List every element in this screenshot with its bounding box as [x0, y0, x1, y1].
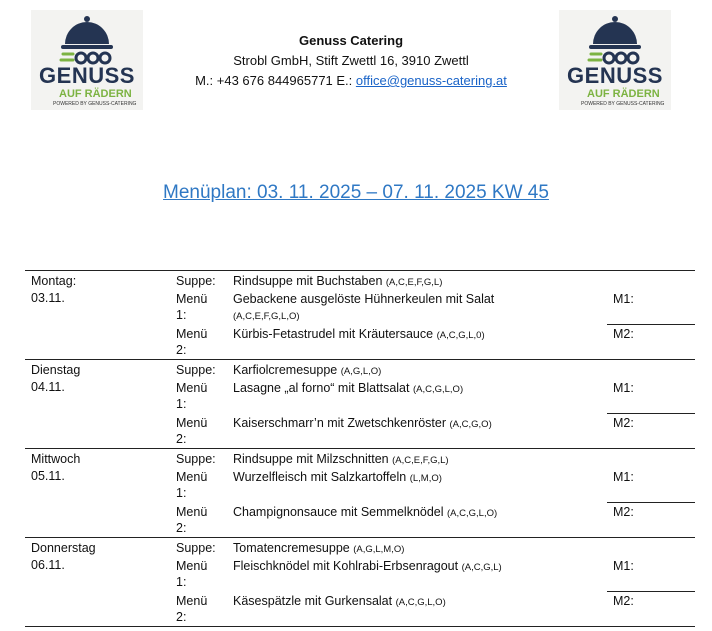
allergens: (L,M,O)	[409, 473, 442, 484]
soup-dish	[233, 273, 442, 291]
dish-name: Fleischknödel mit Kohlrabi-Erbsenragout	[233, 559, 459, 573]
soup-dish	[233, 451, 449, 469]
cloche-icon	[585, 14, 645, 66]
allergens: (A,C,G,L,O)	[395, 597, 446, 608]
dish-name: Tomatencremesuppe	[233, 541, 350, 555]
allergens: (A,C,E,F,G,L)	[392, 455, 449, 466]
logo-brand: GENUSS	[39, 63, 135, 88]
dish-name: Rindsuppe mit Milzschnitten	[233, 452, 389, 466]
order-rule	[607, 324, 695, 325]
allergens: (A,C,G,L,O)	[412, 384, 464, 395]
menu1-label: Menü	[176, 470, 208, 484]
logo-subtitle: AUF RÄDERN	[587, 88, 660, 100]
table-rule	[25, 359, 695, 360]
allergens: (A,G,L,O)	[340, 366, 382, 377]
menu2-label: Menü	[176, 416, 208, 430]
allergens: (A,C,G,L)	[461, 562, 502, 573]
dish-name: Kaiserschmarr’n mit Zwetschkenröster	[233, 416, 447, 430]
dish-name: Wurzelfleisch mit Salzkartoffeln	[233, 470, 407, 484]
dish-name: Champignonsauce mit Semmelknödel	[233, 505, 444, 519]
day-date: 06.11.	[31, 558, 65, 572]
menu2-dish	[233, 415, 492, 433]
logo-tagline: POWERED BY GENUSS-CATERING	[581, 101, 665, 107]
order-rule	[607, 502, 695, 503]
menu1-number: 1:	[176, 397, 187, 411]
company-header	[150, 31, 552, 91]
table-rule	[25, 626, 695, 627]
allergens: (A,C,G,L,0)	[436, 330, 485, 341]
menu1-dish	[233, 291, 603, 325]
allergens: (A,C,E,F,G,L)	[385, 277, 443, 288]
menu2-label: Menü	[176, 594, 208, 608]
menu1-label: Menü	[176, 559, 208, 573]
company-contact	[150, 71, 552, 91]
day-date: 05.11.	[31, 469, 65, 483]
logo-subtitle: AUF RÄDERN	[59, 88, 132, 100]
logo-tagline: POWERED BY GENUSS-CATERING	[53, 101, 137, 107]
company-name: Genuss Catering	[298, 33, 404, 48]
menu2-label: Menü	[176, 505, 208, 519]
table-rule	[25, 537, 695, 538]
menu1-number: 1:	[176, 486, 187, 500]
contact-phone: M.: +43 676 844965771 E.:	[195, 73, 356, 88]
dish-name: Karfiolcremesuppe	[233, 363, 338, 377]
menu2-label: Menü	[176, 327, 208, 341]
m1-order-field: M1:	[613, 559, 634, 573]
m1-order-field: M1:	[613, 292, 634, 306]
menu1-label: Menü	[176, 292, 208, 306]
dish-name: Lasagne „al forno“ mit Blattsalat	[233, 381, 410, 395]
logo-brand: GENUSS	[567, 63, 663, 88]
email-link[interactable]: office@genuss-catering.at	[355, 73, 507, 88]
logo-left	[31, 10, 143, 110]
dish-name: Gebackene ausgelöste Hühnerkeulen mit Salat	[233, 292, 495, 306]
menu1-label: Menü	[176, 381, 208, 395]
m2-order-field: M2:	[613, 416, 634, 430]
day-name: Donnerstag	[31, 541, 96, 555]
menu2-number: 2:	[176, 521, 187, 535]
order-rule	[607, 591, 695, 592]
soup-label: Suppe:	[176, 274, 216, 288]
menu1-number: 1:	[176, 575, 187, 589]
cloche-icon	[57, 14, 117, 66]
m2-order-field: M2:	[613, 594, 634, 608]
soup-label: Suppe:	[176, 541, 216, 555]
menu2-number: 2:	[176, 432, 187, 446]
soup-dish	[233, 540, 404, 558]
allergens: (A,G,L,M,O)	[353, 544, 405, 555]
day-name: Mittwoch	[31, 452, 81, 466]
dish-name: Kürbis-Fetastrudel mit Kräutersauce	[233, 327, 434, 341]
table-rule	[25, 448, 695, 449]
company-address: Strobl GmbH, Stift Zwettl 16, 3910 Zwettl	[233, 53, 469, 68]
day-name: Montag:	[31, 274, 77, 288]
menu1-dish	[233, 469, 442, 487]
dish-name: Käsespätzle mit Gurkensalat	[233, 594, 393, 608]
soup-label: Suppe:	[176, 452, 216, 466]
menu2-dish	[233, 504, 497, 522]
menu1-number: 1:	[176, 308, 187, 322]
day-date: 03.11.	[31, 291, 65, 305]
allergens: (A,C,E,F,G,L,O)	[233, 311, 300, 322]
menu2-dish	[233, 326, 485, 344]
menu2-dish	[233, 593, 446, 611]
allergens: (A,C,G,L,O)	[447, 508, 498, 519]
m1-order-field: M1:	[613, 470, 634, 484]
menu2-number: 2:	[176, 610, 187, 624]
order-rule	[607, 413, 695, 414]
logo-right	[559, 10, 671, 110]
m2-order-field: M2:	[613, 327, 634, 341]
m1-order-field: M1:	[613, 381, 634, 395]
day-name: Dienstag	[31, 363, 81, 377]
m2-order-field: M2:	[613, 505, 634, 519]
table-rule	[25, 270, 695, 271]
menu1-dish	[233, 558, 502, 576]
allergens: (A,C,G,O)	[449, 419, 492, 430]
menu2-number: 2:	[176, 343, 187, 357]
dish-name: Rindsuppe mit Buchstaben	[233, 274, 383, 288]
soup-label: Suppe:	[176, 363, 216, 377]
menu1-dish	[233, 380, 463, 398]
page-title: Menüplan: 03. 11. 2025 – 07. 11. 2025 KW 45	[163, 182, 549, 203]
soup-dish	[233, 362, 381, 380]
day-date: 04.11.	[31, 380, 65, 394]
